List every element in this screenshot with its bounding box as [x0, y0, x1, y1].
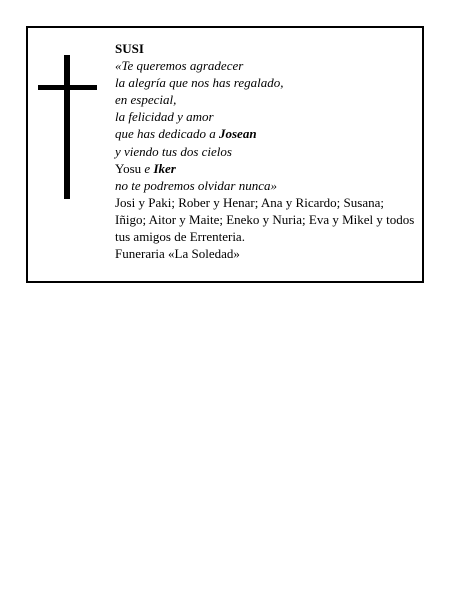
poem-line-2: la alegría que nos has regalado, — [115, 75, 284, 91]
deceased-name: SUSI — [115, 41, 144, 56]
poem-line-5 — [115, 125, 415, 142]
funeral-home: Funeraria «La Soledad» — [115, 246, 240, 262]
obituary-notice — [26, 26, 424, 283]
signatories: Josi y Paki; Rober y Henar; Ana y Ricardo; Susana; Iñigo; Aitor y Maite; Eneko y Nuria; Eva y Mikel y todos tus amigos de Errenteria. — [115, 194, 415, 245]
poem-line-8: no te podremos olvidar nunca» — [115, 177, 277, 193]
poem-line-3: en especial, — [115, 92, 177, 108]
poem-line-1: «Te queremos agradecer — [115, 58, 244, 74]
poem-name-yosu: Yosu — [115, 160, 142, 176]
poem-name-iker: Iker — [153, 160, 176, 176]
poem-line-6: y viendo tus dos cielos — [115, 143, 232, 159]
poem-line-4: la felicidad y amor — [115, 109, 214, 125]
cross-icon — [64, 55, 70, 199]
poem-name-josean: Josean — [218, 126, 257, 142]
poem-line-5-text: que has dedicado a — [115, 126, 219, 142]
notice-text — [115, 40, 415, 262]
cross-icon-bar — [38, 85, 97, 90]
poem-line-7-conjunction: e — [141, 160, 154, 176]
poem-line-7 — [115, 160, 415, 177]
